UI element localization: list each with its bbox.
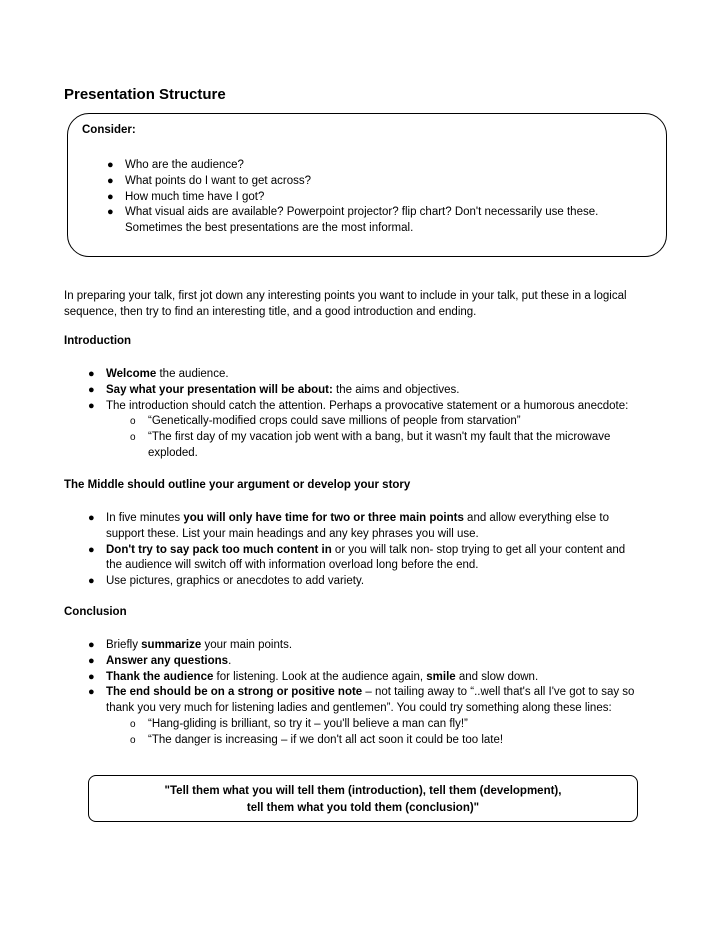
sub-list-item: o “The first day of my vacation job went with a bang, but it wasn't my fault that the microwave — [148, 430, 688, 446]
circle-bullet-icon: o — [130, 431, 136, 443]
list-item: ● The introduction should catch the attention. Perhaps a provocative statement or a humorous anecdote: — [106, 399, 686, 415]
bullet-icon: ● — [88, 670, 95, 683]
bullet-icon: ● — [88, 654, 95, 667]
quote-line-2: tell them what you told them (conclusion)" — [246, 802, 480, 814]
introduction-heading: Introduction — [64, 335, 132, 347]
introduction-list — [88, 367, 686, 414]
list-item: ● Briefly summarize your main points. — [106, 638, 686, 654]
list-item: ● Use pictures, graphics or anecdotes to add variety. — [106, 574, 686, 590]
bullet-icon: ● — [88, 368, 95, 380]
list-item-continuation: thank you very much for listening ladies and gentlemen”. You could try something along these lines: — [106, 702, 612, 715]
list-item-continuation: Sometimes the best presentations are the most informal. — [125, 222, 414, 235]
consider-list — [107, 158, 645, 237]
list-item: ● Don't try to say pack too much content in or you will talk non- stop trying to get all your content and — [106, 543, 686, 559]
list-item-continuation: support these. List your main headings and any key phrases you will use. — [106, 527, 479, 540]
sub-list-item: o “The danger is increasing – if we don't all act soon it could be too late! — [148, 733, 688, 749]
bullet-icon: ● — [88, 383, 95, 396]
sub-list-item-continuation: exploded. — [148, 446, 198, 459]
bullet-icon: ● — [88, 639, 95, 651]
list-item: ● What points do I want to get across? — [125, 174, 645, 190]
list-item: ● Welcome the audience. — [106, 367, 686, 383]
sub-list-item: o “Hang-gliding is brilliant, so try it – you'll believe a man can fly!” — [148, 717, 688, 733]
conclusion-heading: Conclusion — [64, 606, 127, 618]
bullet-icon: ● — [107, 174, 114, 187]
list-item: ● Who are the audience? — [125, 158, 645, 174]
circle-bullet-icon: o — [130, 719, 136, 730]
page-title: Presentation Structure — [64, 86, 226, 103]
bullet-icon: ● — [88, 399, 95, 412]
sub-list-item: o “Genetically-modified crops could save millions of people from starvation” — [148, 414, 688, 430]
bullet-icon: ● — [88, 575, 95, 588]
quote-box — [88, 775, 638, 822]
list-item: ● Say what your presentation will be about: the aims and objectives. — [106, 383, 686, 399]
bullet-icon: ● — [88, 512, 95, 524]
intro-paragraph: In preparing your talk, first jot down any interesting points you want to include in your talk, put these in a logical sequence, then try to find an interesting title, and a good introduction and ending. — [64, 290, 627, 318]
introduction-sublist — [130, 414, 688, 461]
middle-heading: The Middle should outline your argument or develop your story — [64, 479, 411, 491]
middle-list — [88, 511, 686, 590]
quote-line-1: "Tell them what you will tell them (introduction), tell them (development), — [164, 785, 562, 797]
bullet-icon: ● — [107, 206, 114, 219]
list-item: ● What visual aids are available? Powerpoint projector? flip chart? Don't necessarily use these. — [125, 205, 645, 221]
conclusion-sublist — [130, 717, 688, 749]
circle-bullet-icon: o — [130, 734, 136, 746]
bullet-icon: ● — [88, 686, 95, 699]
bullet-icon: ● — [88, 543, 95, 556]
list-item: ● How much time have I got? — [125, 190, 645, 206]
bullet-icon: ● — [107, 190, 114, 203]
list-item: ● The end should be on a strong or positive note – not tailing away to “..well that's all I've got to say so — [106, 685, 686, 701]
bullet-icon: ● — [107, 159, 114, 171]
circle-bullet-icon: o — [130, 416, 136, 427]
consider-heading: Consider: — [82, 124, 136, 136]
list-item: ● In five minutes you will only have time for two or three main points and allow everything else to — [106, 511, 686, 527]
conclusion-list — [88, 638, 686, 717]
list-item-continuation: the audience will switch off with information overload long before the end. — [106, 559, 479, 572]
list-item: ● Thank the audience for listening. Look at the audience again, smile and slow down. — [106, 670, 686, 686]
list-item: ● Answer any questions. — [106, 654, 686, 670]
